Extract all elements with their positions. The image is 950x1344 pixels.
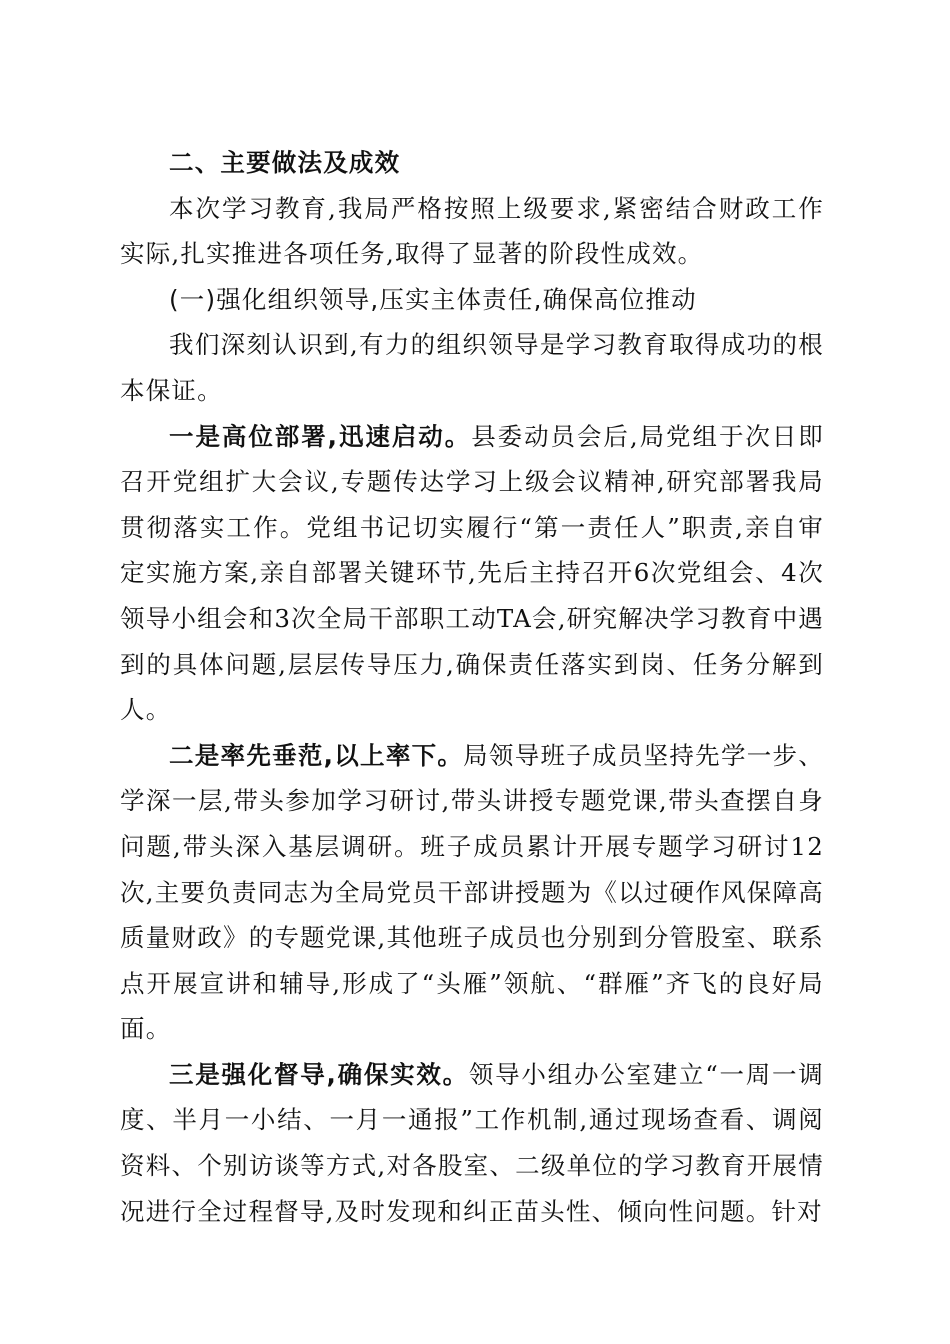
point-lead-2: 二是率先垂范,以上率下。 [169,740,464,770]
point-body-1: 县委动员会后,局党组于次日即召开党组扩大会议,专题传达学习上级会议精神,研究部署我局贯彻落实工作。党组书记切实履行“第一责任人”职责,亲自审定实施方案,亲自部署关键环节,先后主持召开6次党组会、4次领导小组会和3次全局干部职工动TA会,研究解决学习教育中遇到的具体问题,层层传导压力,确保责任落实到岗、任务分解到人。 [120,421,824,725]
document-body [120,140,824,1234]
point-paragraph-1 [120,414,824,733]
intro-paragraph: 本次学习教育,我局严格按照上级要求,紧密结合财政工作实际,扎实推进各项任务,取得了显著的阶段性成效。 [120,193,824,269]
section-heading: 二、主要做法及成效 [169,148,401,177]
subsection-intro-paragraph: 我们深刻认识到,有力的组织领导是学习教育取得成功的根本保证。 [120,330,824,405]
point-lead-3: 三是强化督导,确保实效。 [169,1059,469,1089]
point-body-2: 局领导班子成员坚持先学一步、学深一层,带头参加学习研讨,带头讲授专题党课,带头查摆自身问题,带头深入基层调研。班子成员累计开展专题学习研讨12次,主要负责同志为全局党员干部讲授题为《以过硬作风保障高质量财政》的专题党课,其他班子成员也分别到分管股室、联系点开展宣讲和辅导,形成了“头雁”领航、“群雁”齐飞的良好局面。 [120,740,824,1044]
subsection-heading: (一)强化组织领导,压实主体责任,确保高位推动 [169,284,697,314]
point-body-3: 领导小组办公室建立“一周一调度、半月一小结、一月一通报”工作机制,通过现场查看、调阅资料、个别访谈等方式,对各股室、二级单位的学习教育开展情况进行全过程督导,及时发现和纠正苗头性、倾向性问题。针对 [120,1059,824,1226]
point-paragraph-2 [120,733,824,1052]
point-paragraph-3 [120,1052,824,1234]
point-lead-1: 一是高位部署,迅速启动。 [169,421,472,451]
